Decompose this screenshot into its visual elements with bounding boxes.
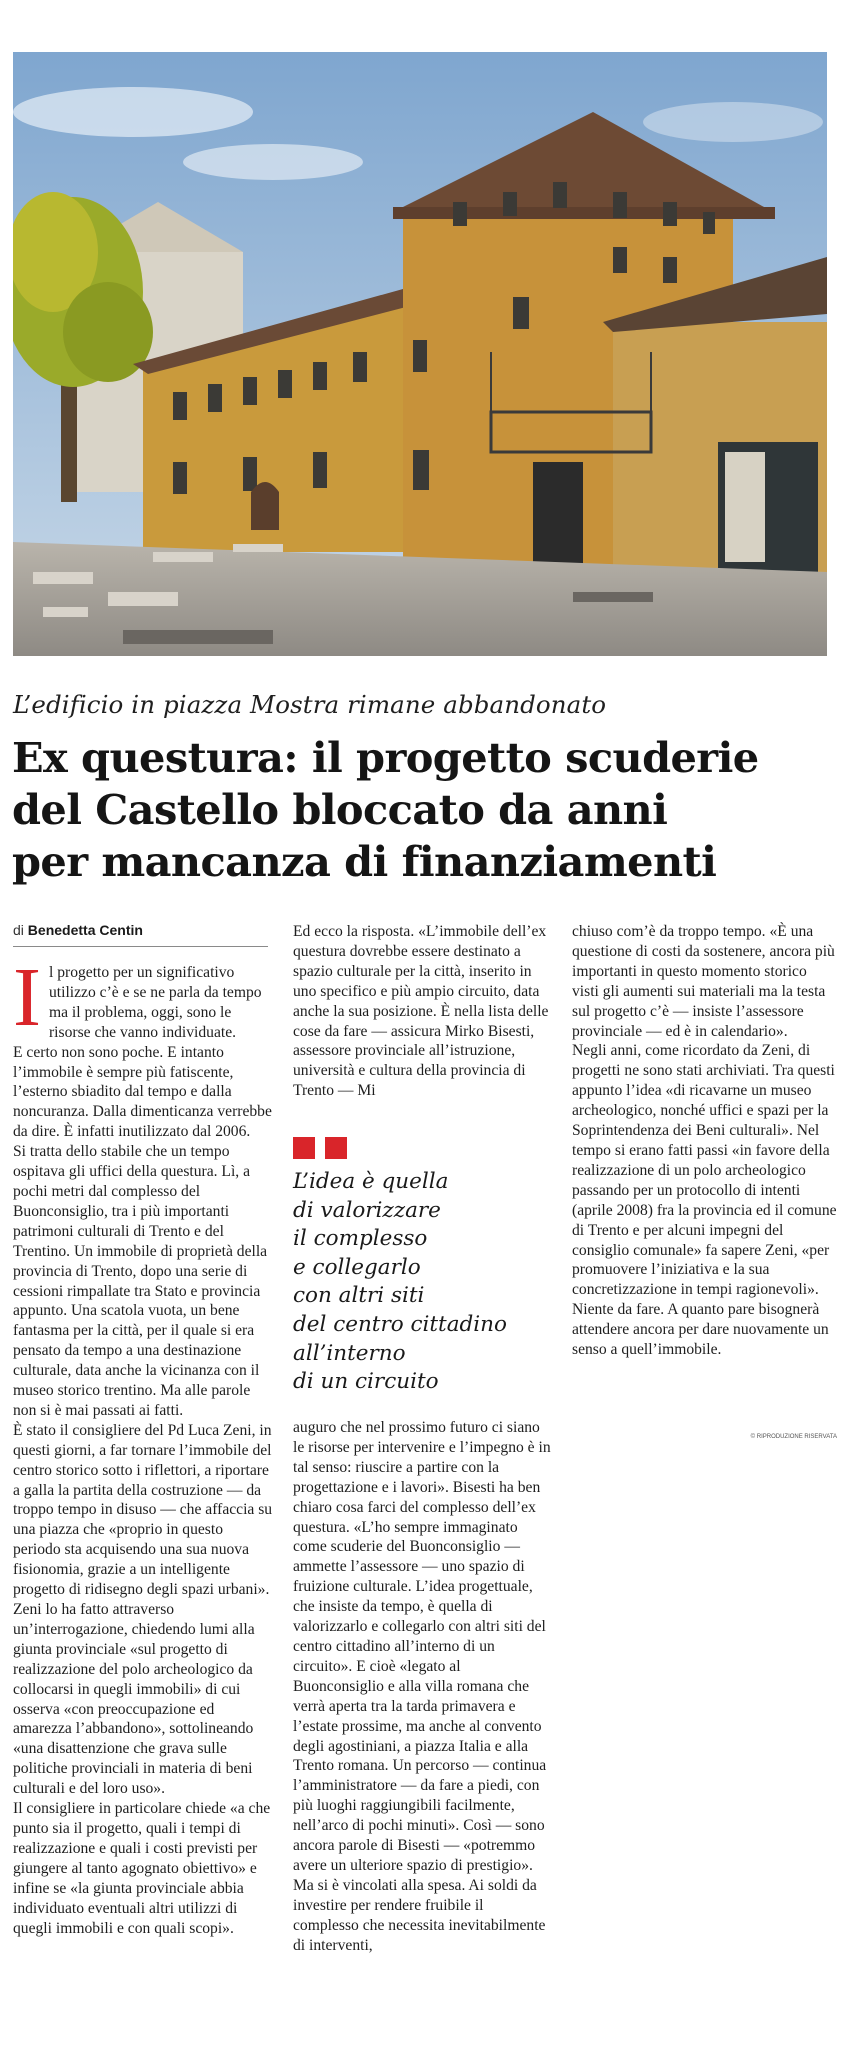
paragraph: Il consigliere in particolare chiede «a che punto sia il progetto, quali i tempi di realizzazione e quali i costi previsti per giungere al tanto agognato obiettivo» e infine se «la giunta provinciale abbia individuato eventuali altri utilizzi di quegli immobili e con quali scopi». xyxy=(13,1800,271,1937)
pull-quote-line: il complesso xyxy=(293,1226,428,1252)
paragraph: È stato il consigliere del Pd Luca Zeni, in questi giorni, a far tornare l’immobile del centro storico sotto i riflettori, a riportare a galla la partita della costruzione — da troppo tempo in disuso — che affaccia su una piazza che «proprio in questo periodo sta acquisendo una sua nuova fisionomia, grazie a un intelligente progetto di ridisegno degli spazi urbani». Zeni lo ha fatto attraverso un’interrogazione, chiedendo lumi alla giunta provinciale «sul progetto di realizzazione del polo archeologico da collocarsi in quegli immobili» di cui osserva «con preoccupazione ed amarezza l’abbandono», sottolineando «una disattenzione che grava sulle politiche provinciali in materia di beni culturali e del loro uso». xyxy=(13,1421,273,1798)
pull-quote-line: del centro cittadino xyxy=(293,1311,507,1337)
article-column-1 xyxy=(13,951,273,1938)
headline-line: per mancanza di finanziamenti xyxy=(12,837,717,886)
paragraph: Si tratta dello stabile che un tempo ospitava gli uffici della questura. Lì, a pochi metri dal complesso del Buonconsiglio, tra i più importanti patrimoni culturali di Trento e del Trentino. Un immobile di proprietà della provincia di Trento, dopo una serie di cessioni rimpallate tra Stato e provincia appunto. Una scatola vuota, un bene fantasma per la città, per il quale si era pensato da tempo a una destinazione culturale, data anche la vicinanza con il museo storico trentino. Ma alle parole non si è mai passati ai fatti. xyxy=(13,1143,268,1419)
paragraph: Ma si è vincolati alla spesa. Ai soldi da investire per rendere fruibile il complesso che necessita inevitabilmente di interventi, xyxy=(293,1876,546,1954)
byline-prefix: di xyxy=(13,922,24,938)
pull-quote-line: con altri siti xyxy=(293,1283,425,1309)
article-column-3 xyxy=(572,922,837,1360)
article-kicker: L’edificio in piazza Mostra rimane abbandonato xyxy=(13,690,607,719)
pull-quote-line: di un circuito xyxy=(293,1369,439,1395)
byline-author: Benedetta Centin xyxy=(27,922,143,938)
paragraph: l progetto per un significativo utilizzo c’è e se ne parla da tempo ma il problema, oggi, sono le risorse che vanno individuate. xyxy=(48,964,262,1041)
byline xyxy=(13,922,268,947)
headline-line: Ex questura: il progetto scuderie xyxy=(12,733,759,782)
pull-quote-line: L’idea è quella xyxy=(293,1169,449,1194)
paragraph: E certo non sono poche. E intanto l’immobile è sempre più fatiscente, l’esterno sbiadito dal tempo e dalla noncuranza. Dalla dimenticanza verrebbe da dire. È infatti inutilizzato dal 2006. xyxy=(13,1043,272,1141)
headline-line: del Castello bloccato da anni xyxy=(12,785,668,834)
article-headline xyxy=(12,732,842,888)
copyright-notice: © RIPRODUZIONE RISERVATA xyxy=(750,1434,837,1440)
paragraph: Ed ecco la risposta. «L’immobile dell’ex questura dovrebbe essere destinato a spazio culturale per la città, inserito in uno specifico e più ampio circuito, data anche la sua posizione. È nella lista delle cose da fare — assicura Mirko Bisesti, assessore provinciale all’istruzione, università e cultura della provincia di Trento — Mi xyxy=(293,923,549,1100)
quote-marks-icon xyxy=(293,1137,353,1161)
pull-quote-line: di valorizzare xyxy=(293,1197,441,1223)
pull-quote xyxy=(293,1168,553,1397)
paragraph: auguro che nel prossimo futuro ci siano le risorse per intervenire e l’impegno è in tal senso: riuscire a partire con la progettazione e i lavori». Bisesti ha ben chiaro cosa farci del complesso dell’ex questura. «L’ho sempre immaginato come scuderie del Buonconsiglio — ammette l’assessore — uno spazio di fruizione culturale. L’idea progettuale, che insiste da tempo, è quella di valorizzarlo e collegarlo con altri siti del centro cittadino all’interno di un circuito». E cioè «legato al Buonconsiglio e alla villa romana che verrà aperta tra la tarda primavera e l’estate prossime, ma anche al convento degli agostiniani, a piazza Italia e alla Trento romana. Un percorso — continua l’amministratore — da fare a piedi, con più luoghi raggiungibili facilmente, nell’arco di pochi minuti». Così — sono ancora parole di Bisesti — «potremmo avere un ulteriore spazio di prestigio». xyxy=(293,1419,551,1874)
pull-quote-line: all’interno xyxy=(293,1340,406,1366)
drop-cap: I xyxy=(13,951,41,1044)
article-column-2-bottom xyxy=(293,1418,553,1955)
paragraph: chiuso com’è da troppo tempo. «È una questione di costi da sostenere, ancora più importanti in questo momento storico visti gli aumenti sui materiali ma la testa sul progetto c’è — insiste l’assessore provinciale — ed è in calendario». xyxy=(572,923,835,1040)
paragraph: Negli anni, come ricordato da Zeni, di progetti ne sono stati archiviati. Tra questi appunto l’idea «di ricavarne un museo archeologico, nonché uffici e spazi per la Soprintendenza dei Beni culturali». Nel tempo si erano fatti passi «in favore della realizzazione di un polo archeologico passando per un protocollo di intenti (aprile 2008) fra la provincia ed il comune di Trento e per alcuni impegni del consiglio comunale» fa sapere Zeni, «per promuovere l’iniziativa e la sua concretizzazione in tempi ragionevoli». Niente da fare. A quanto pare bisognerà attendere ancora per dare nuovamente un senso a quell’immobile. xyxy=(572,1042,837,1359)
article-photo xyxy=(13,52,827,656)
article-column-2-top xyxy=(293,922,553,1101)
pull-quote-line: e collegarlo xyxy=(293,1254,421,1280)
